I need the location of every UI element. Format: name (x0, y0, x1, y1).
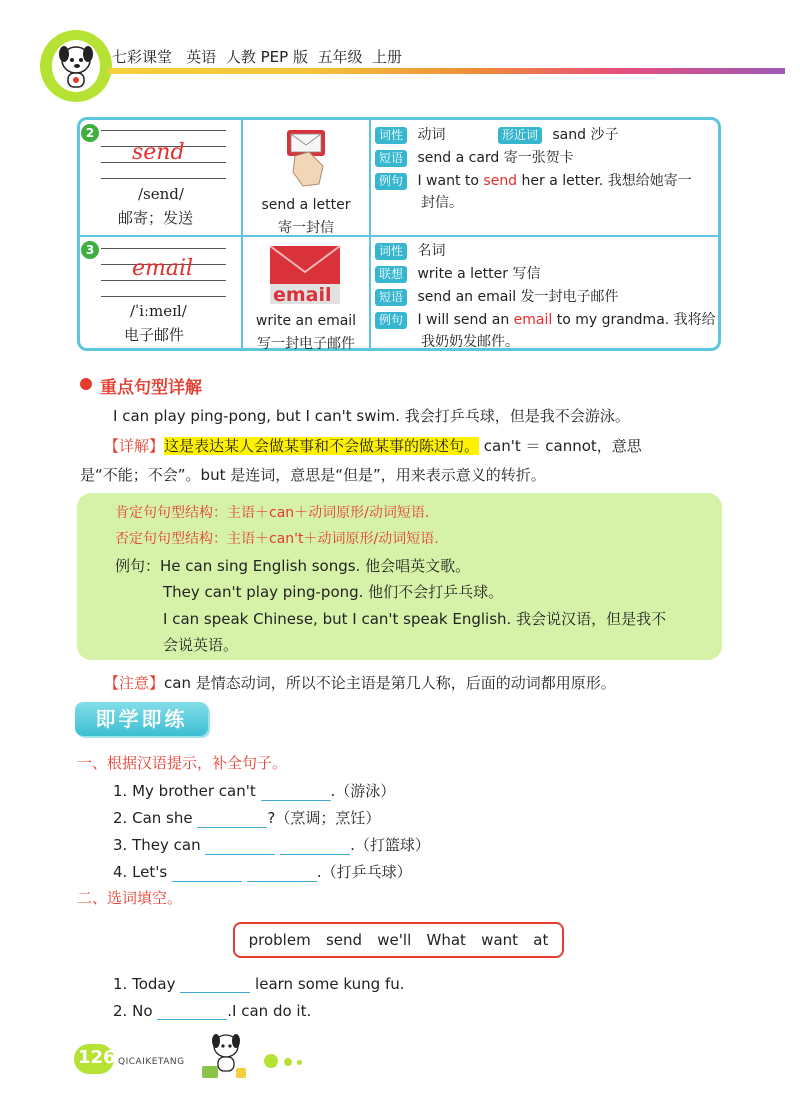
ruled-line (101, 178, 226, 179)
header-title: 七彩课堂 英语 人教 PEP 版 五年级 上册 (112, 48, 403, 66)
word-bank-item: send (325, 931, 363, 949)
vocab-word: send (132, 140, 185, 165)
part2-title: 二、选词填空。 (77, 889, 183, 907)
mascot-footer-icon (198, 1030, 250, 1082)
question-text: They can (132, 836, 201, 854)
question-text: Today (132, 975, 176, 993)
highlight-word: send (483, 173, 518, 189)
vocab-word: email (132, 256, 194, 281)
header-rainbow-bar (108, 68, 785, 74)
vocab-line-example (375, 309, 716, 329)
line-text: to my grandma. 我将给 (552, 312, 716, 328)
word-bank-item: want (481, 931, 519, 949)
ruled-line (101, 296, 226, 297)
question-item (113, 807, 380, 828)
answer-blank[interactable] (197, 811, 267, 828)
vocab-line-pos (375, 240, 445, 260)
ruled-line (101, 130, 226, 131)
question-text: Let's (132, 863, 168, 881)
example-line: They can't play ping-pong. 他们不会打乒乓球。 (163, 583, 504, 601)
answer-blank[interactable] (157, 1003, 227, 1020)
example-text: He can sing English songs. 他会唱英文歌。 (160, 557, 471, 575)
question-text: .I can do it. (227, 1002, 312, 1020)
example-label: 例句： (115, 557, 161, 575)
vocab-meaning: 电子邮件 (124, 326, 185, 344)
line-text: send a card 寄一张贺卡 (417, 150, 574, 166)
vocab-phonetic: /send/ (138, 185, 184, 203)
question-item (113, 861, 412, 882)
vocab-line-pos (375, 124, 618, 144)
word-bank (233, 922, 564, 958)
vocab-line-example-cont: 我奶奶发邮件。 (421, 334, 519, 350)
mascot-icon (52, 40, 100, 92)
question-text: learn some kung fu. (255, 975, 405, 993)
detail-line (104, 435, 642, 456)
question-number: 4. (113, 863, 128, 881)
question-number: 1. (113, 782, 128, 800)
tag-label: 短语 (375, 150, 407, 167)
word-bank-item: we'll (377, 931, 412, 949)
question-number: 1. (113, 975, 128, 993)
line-text: I want to (417, 173, 484, 189)
line-text: write a letter 写信 (417, 266, 541, 282)
question-text: No (132, 1002, 153, 1020)
answer-blank[interactable] (247, 865, 317, 882)
decor-dot (264, 1054, 278, 1068)
table-divider (79, 235, 720, 237)
entry-number: 3 (81, 241, 99, 259)
tag-label: 词性 (375, 127, 407, 144)
vocab-line-example-cont: 封信。 (421, 195, 463, 211)
positive-structure: 肯定句句型结构：主语＋can＋动词原形/动词短语. (115, 505, 430, 521)
word-bank-item: at (533, 931, 549, 949)
picture-caption-zh: 寄一封信 (278, 220, 334, 236)
vocab-line-phrase (375, 286, 619, 306)
detail-text: can't ＝ cannot，意思 (479, 437, 642, 455)
question-hint: .（游泳） (330, 782, 396, 800)
email-picture-label: email (273, 284, 332, 306)
vocab-line-example (375, 170, 692, 190)
negative-structure: 否定句句型结构：主语＋can't＋动词原形/动词短语. (115, 531, 439, 547)
example-line: 会说英语。 (163, 636, 239, 654)
question-number: 2. (113, 1002, 128, 1020)
question-item (113, 1002, 311, 1020)
vocab-meaning: 邮寄；发送 (118, 209, 194, 227)
picture-caption-en: send a letter (261, 197, 351, 213)
answer-blank[interactable] (261, 784, 331, 801)
line-text: 名词 (417, 243, 446, 259)
tag-label: 例句 (375, 312, 407, 329)
key-sentence: I can play ping-pong, but I can't swim. 我会打乒乓球，但是我不会游泳。 (113, 407, 630, 425)
question-item (113, 834, 430, 855)
line-text: her a letter. 我想给她寄一 (517, 173, 692, 189)
picture-caption-zh: 写一封电子邮件 (257, 336, 355, 352)
ruled-line (101, 248, 226, 249)
line-text: send an email 发一封电子邮件 (417, 289, 619, 305)
question-text: Can she (132, 809, 193, 827)
line-text: I will send an (417, 312, 514, 328)
example-line (115, 555, 470, 576)
vocab-phonetic: /ˈiːmeɪl/ (130, 302, 187, 320)
question-number: 3. (113, 836, 128, 854)
note-text: can 是情态动词，所以不论主语是第几人称，后面的动词都用原形。 (164, 674, 616, 692)
tag-label: 形近词 (498, 127, 542, 144)
detail-label: 【详解】 (104, 437, 165, 455)
answer-blank[interactable] (205, 838, 275, 855)
footer-brand: QICAIKETANG (118, 1057, 185, 1067)
picture-caption-en: write an email (255, 313, 357, 329)
answer-blank[interactable] (280, 838, 350, 855)
word-bank-item: What (426, 931, 466, 949)
note-line (104, 672, 616, 693)
question-hint: ?（烹调；烹饪） (267, 809, 381, 827)
practice-banner: 即学即练 (75, 702, 208, 736)
tag-label: 短语 (375, 289, 407, 306)
question-hint: .（打篮球） (350, 836, 430, 854)
line-text: sand 沙子 (552, 127, 619, 143)
tag-label: 联想 (375, 266, 407, 283)
answer-blank[interactable] (172, 865, 242, 882)
highlight-word: email (513, 312, 553, 328)
page-number: 126 (78, 1047, 116, 1068)
letter-hand-icon (281, 128, 331, 188)
note-label: 【注意】 (104, 674, 165, 692)
part1-title: 一、根据汉语提示，补全句子。 (77, 754, 288, 772)
vocab-line-phrase (375, 147, 574, 167)
section-title: 重点句型详解 (100, 378, 202, 398)
question-text: My brother can't (132, 782, 256, 800)
vocab-line-assoc (375, 263, 540, 283)
decor-dot (284, 1058, 292, 1066)
example-line: I can speak Chinese, but I can't speak English. 我会说汉语，但是我不 (163, 610, 667, 628)
question-hint: .（打乒乓球） (316, 863, 412, 881)
entry-number: 2 (81, 124, 99, 142)
play-bullet-icon (80, 378, 92, 390)
decor-dot (297, 1060, 302, 1065)
word-bank-item: problem (248, 931, 311, 949)
question-item (113, 780, 395, 801)
tag-label: 例句 (375, 173, 407, 190)
question-number: 2. (113, 809, 128, 827)
answer-blank[interactable] (180, 976, 250, 993)
detail-line-2: 是“不能；不会”。but 是连词，意思是“但是”，用来表示意义的转折。 (80, 466, 546, 484)
detail-highlight: 这是表达某人会做某事和不会做某事的陈述句。 (164, 437, 480, 455)
line-text: 动词 (417, 127, 446, 143)
tag-label: 词性 (375, 243, 407, 260)
question-item (113, 975, 405, 993)
